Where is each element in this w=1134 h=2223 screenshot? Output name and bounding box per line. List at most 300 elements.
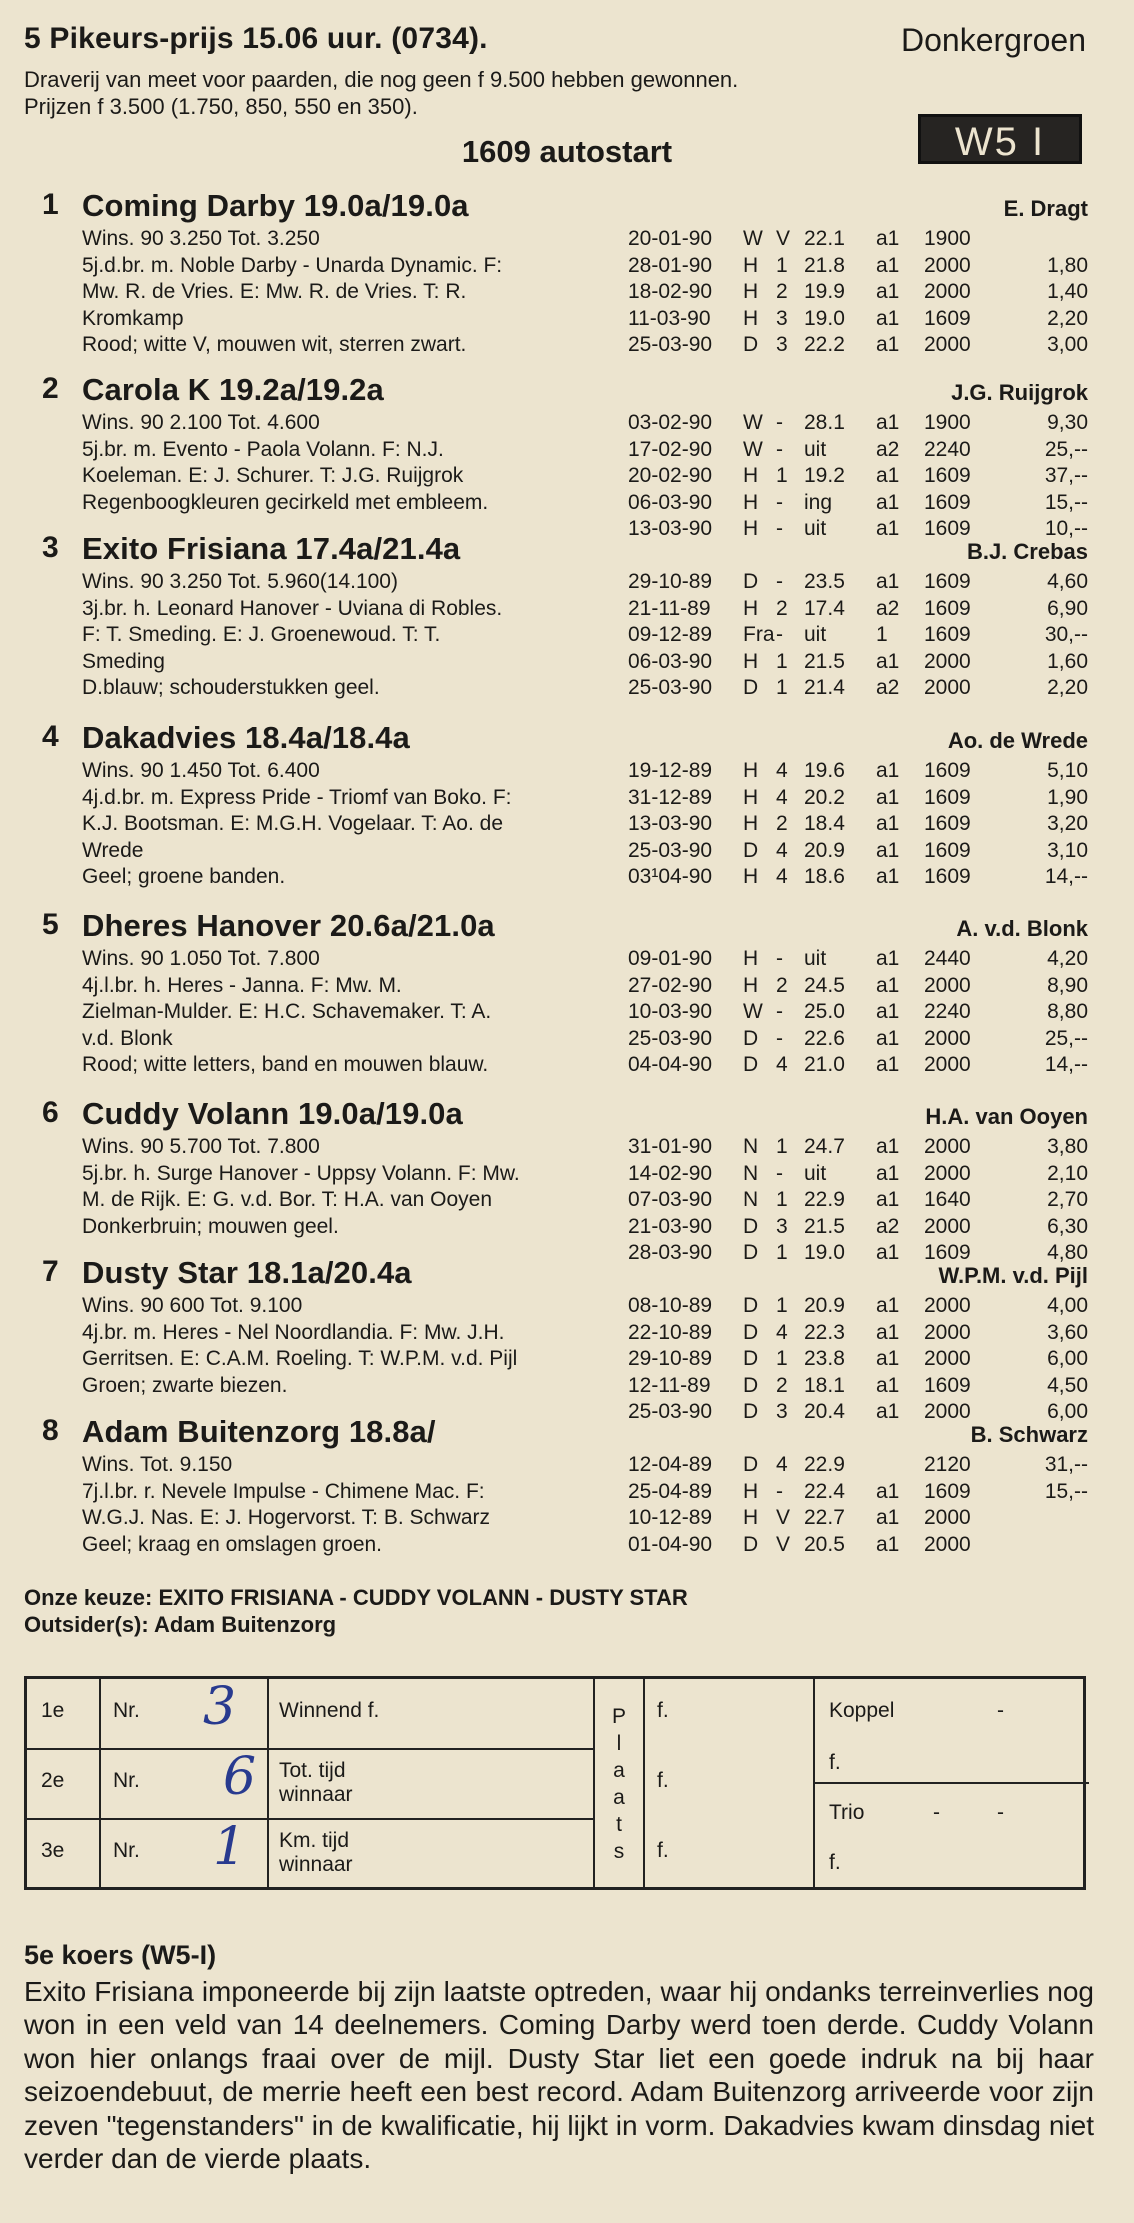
form-start: a1 — [876, 570, 900, 593]
form-distance: 2000 — [924, 1347, 971, 1371]
horse-info-line: Rood; witte V, mouwen wit, sterren zwart. — [82, 333, 467, 357]
form-time: 19.0 — [804, 1241, 845, 1265]
form-position: - — [776, 490, 783, 514]
form-start: a1 — [876, 1347, 900, 1371]
horse-info-line: Wins. 90 1.450 Tot. 6.400 — [82, 759, 320, 782]
form-row — [628, 1026, 1088, 1053]
form-row — [628, 1134, 1088, 1161]
horse-info-line: Mw. R. de Vries. E: Mw. R. de Vries. T: R. — [82, 280, 467, 304]
horse-info-line: Wins. 90 3.250 Tot. 5.960(14.100) — [82, 570, 398, 593]
form-row — [628, 1479, 1088, 1506]
form-odds: 15,-- — [1044, 490, 1088, 514]
form-position: 2 — [776, 280, 788, 304]
form-position: 4 — [776, 759, 788, 782]
form-distance: 2000 — [924, 1135, 971, 1158]
form-date: 04-04-90 — [628, 1053, 713, 1077]
form-date: 27-02-90 — [628, 973, 713, 997]
horse-number: 3 — [42, 531, 59, 564]
horse-info-line: F: T. Smeding. E: J. Groenewoud. T: T. — [82, 623, 441, 647]
form-distance: 1609 — [924, 464, 971, 488]
form-track: D — [743, 570, 759, 593]
form-odds: 37,-- — [1044, 464, 1088, 488]
form-track: D — [743, 1347, 759, 1371]
form-row — [628, 811, 1088, 838]
horse-info-line: D.blauw; schouderstukken geel. — [82, 676, 380, 700]
horse-driver: B. Schwarz — [970, 1422, 1088, 1447]
form-track: H — [743, 596, 759, 620]
form-start: a1 — [876, 1532, 900, 1556]
horse-entry — [32, 906, 1088, 1077]
form-row — [628, 758, 1088, 785]
form-time: 18.1 — [804, 1373, 845, 1397]
nr-label-1: Nr. — [113, 1699, 140, 1722]
form-track: D — [743, 1026, 759, 1050]
form-position: - — [776, 437, 783, 461]
picks-value: EXITO FRISIANA - CUDDY VOLANN - DUSTY STAR — [158, 1585, 688, 1610]
form-time: 22.3 — [804, 1320, 845, 1344]
form-date: 25-03-90 — [628, 676, 713, 700]
form-track: D — [743, 676, 759, 700]
form-table — [628, 1134, 1088, 1267]
form-position: - — [776, 623, 783, 647]
form-start: a1 — [876, 812, 900, 836]
form-track: D — [743, 1373, 759, 1397]
form-distance: 1900 — [924, 411, 971, 434]
horse-driver: A. v.d. Blonk — [956, 916, 1088, 941]
form-distance: 2440 — [924, 947, 971, 970]
horse-info-line: Regenboogkleuren gecirkeld met embleem. — [82, 490, 489, 514]
form-odds: 25,-- — [1044, 437, 1088, 461]
form-odds: 1,90 — [1047, 785, 1088, 809]
form-time: 23.5 — [804, 570, 845, 593]
form-position: - — [776, 1026, 783, 1050]
place-3: 3e — [41, 1839, 65, 1862]
horse-info-line: Wrede — [82, 838, 144, 862]
form-odds: 1,60 — [1047, 649, 1088, 673]
horse-entry — [32, 1253, 1088, 1424]
horse-info — [82, 946, 647, 1079]
form-date: 29-10-89 — [628, 570, 713, 593]
horse-number: 7 — [42, 1255, 59, 1288]
race-header — [24, 14, 1086, 64]
form-distance: 1609 — [924, 1373, 971, 1397]
form-position: 1 — [776, 464, 788, 488]
form-date: 14-02-90 — [628, 1161, 713, 1185]
form-date: 25-03-90 — [628, 1400, 713, 1424]
form-date: 20-02-90 — [628, 464, 713, 488]
horse-info-line: Donkerbruin; mouwen geel. — [82, 1214, 339, 1238]
race-color: Donkergroen — [901, 22, 1086, 58]
form-track: Fra — [743, 623, 775, 647]
form-odds: 6,00 — [1047, 1400, 1088, 1424]
horse-driver: J.G. Ruijgrok — [951, 380, 1088, 405]
form-position: 4 — [776, 1453, 788, 1476]
form-distance: 2240 — [924, 1000, 971, 1024]
form-start: a2 — [876, 437, 900, 461]
form-row — [628, 226, 1088, 253]
form-date: 25-03-90 — [628, 333, 713, 357]
total-time-label: Tot. tijd — [279, 1759, 346, 1782]
form-time: 22.6 — [804, 1026, 845, 1050]
form-track: N — [743, 1161, 759, 1185]
form-row — [628, 569, 1088, 596]
form-position: 2 — [776, 1373, 788, 1397]
form-date: 10-03-90 — [628, 1000, 713, 1024]
form-distance: 1900 — [924, 227, 971, 250]
form-start: a1 — [876, 1373, 900, 1397]
form-row — [628, 1161, 1088, 1188]
horse-header — [32, 529, 1088, 569]
form-start: a1 — [876, 333, 900, 357]
start-distance: 1609 autostart — [461, 134, 673, 169]
horse-info-line: Wins. Tot. 9.150 — [82, 1453, 233, 1476]
handwritten-nr-3: 1 — [213, 1817, 247, 1877]
form-odds: 3,10 — [1047, 838, 1088, 862]
form-position: 3 — [776, 1400, 788, 1424]
form-start: a1 — [876, 411, 900, 434]
form-date: 25-03-90 — [628, 1026, 713, 1050]
horse-info-line: W.G.J. Nas. E: J. Hogervorst. T: B. Schwarz — [82, 1506, 491, 1530]
form-time: 19.2 — [804, 464, 845, 488]
horse-info-line: 5j.d.br. m. Noble Darby - Unarda Dynamic. F: — [82, 253, 503, 277]
form-start: 1 — [876, 623, 888, 647]
form-start: a1 — [876, 865, 900, 889]
form-distance: 1609 — [924, 490, 971, 514]
picks-label: Onze keuze: — [24, 1585, 153, 1610]
review-text: Exito Frisiana imponeerde bij zijn laatste optreden, waar hij ondanks terreinverlies nog won in een veld van 14 deelnemers. Coming Darby werd toen derde. Cuddy Volann won hier onlangs fraai over de mijl. Dusty Star liet een goede indruk na bij haar seizoendebuut, de merrie heeft een best record. Adam Buitenzorg arriveerde voor zijn zeven "tegenstanders" in de kwalificatie, hij lijkt in vorm. Dakadvies kwam dinsdag niet verder dan de vierde plaats. — [24, 1976, 1094, 2175]
form-odds: 6,30 — [1047, 1214, 1088, 1238]
form-position: - — [776, 570, 783, 593]
form-position: V — [776, 1506, 791, 1530]
form-track: N — [743, 1188, 759, 1212]
form-odds: 3,00 — [1047, 333, 1088, 357]
form-row — [628, 410, 1088, 437]
horse-info-line: Gerritsen. E: C.A.M. Roeling. T: W.P.M. v.d. Pijl — [82, 1347, 518, 1371]
horse-info-line: Kromkamp — [82, 306, 184, 330]
form-row — [628, 675, 1088, 702]
plaats-f-2: f. — [657, 1769, 669, 1792]
form-position: 1 — [776, 1294, 788, 1317]
form-track: H — [743, 649, 759, 673]
form-distance: 1609 — [924, 596, 971, 620]
horse-info — [82, 1293, 647, 1399]
form-distance: 2000 — [924, 1532, 971, 1556]
form-date: 17-02-90 — [628, 437, 713, 461]
form-position: V — [776, 227, 791, 250]
horse-number: 4 — [42, 720, 59, 753]
form-date: 19-12-89 — [628, 759, 713, 782]
nr-label-2: Nr. — [113, 1769, 140, 1792]
form-distance: 2000 — [924, 973, 971, 997]
form-table — [628, 758, 1088, 891]
form-odds: 2,70 — [1047, 1188, 1088, 1212]
form-position: 1 — [776, 676, 788, 700]
form-position: 4 — [776, 785, 788, 809]
horse-entry — [32, 529, 1088, 700]
form-date: 06-03-90 — [628, 490, 713, 514]
form-date: 13-03-90 — [628, 517, 713, 541]
form-start: a1 — [876, 227, 900, 250]
form-time: 21.4 — [804, 676, 845, 700]
horse-name: Dusty Star 18.1a/20.4a — [82, 1255, 412, 1290]
form-row — [628, 463, 1088, 490]
form-date: 22-10-89 — [628, 1320, 713, 1344]
form-track: D — [743, 838, 759, 862]
form-time: 20.9 — [804, 838, 845, 862]
km-time-label-2: winnaar — [279, 1853, 353, 1876]
form-position: 1 — [776, 253, 788, 277]
form-odds: 31,-- — [1044, 1453, 1088, 1476]
form-time: 22.1 — [804, 227, 845, 250]
form-row — [628, 649, 1088, 676]
form-start: a1 — [876, 306, 900, 330]
horse-info — [82, 758, 647, 891]
form-time: 17.4 — [804, 596, 845, 620]
form-odds: 6,90 — [1047, 596, 1088, 620]
trio-dash-2: - — [997, 1801, 1004, 1824]
form-odds: 25,-- — [1044, 1026, 1088, 1050]
form-start: a1 — [876, 838, 900, 862]
horse-name: Cuddy Volann 19.0a/19.0a — [82, 1096, 463, 1131]
form-time: 23.8 — [804, 1347, 845, 1371]
form-track: H — [743, 947, 759, 970]
horse-info-line: Groen; zwarte biezen. — [82, 1373, 288, 1397]
form-table — [628, 1452, 1088, 1558]
form-table — [628, 569, 1088, 702]
form-track: D — [743, 1320, 759, 1344]
horse-number: 5 — [42, 908, 59, 941]
form-distance: 1609 — [924, 517, 971, 541]
horse-info-line: 4j.l.br. h. Heres - Janna. F: Mw. M. — [82, 973, 402, 997]
form-position: - — [776, 517, 783, 541]
horse-info-line: Wins. 90 5.700 Tot. 7.800 — [82, 1135, 320, 1158]
form-distance: 1609 — [924, 865, 971, 889]
form-position: - — [776, 1479, 783, 1503]
form-odds: 9,30 — [1047, 411, 1088, 434]
form-start: a1 — [876, 1294, 900, 1317]
form-row — [628, 1187, 1088, 1214]
form-table — [628, 226, 1088, 359]
form-position: 4 — [776, 1320, 788, 1344]
form-row — [628, 1373, 1088, 1400]
horse-info-line: M. de Rijk. E: G. v.d. Bor. T: H.A. van Ooyen — [82, 1188, 493, 1212]
form-date: 10-12-89 — [628, 1506, 713, 1530]
form-date: 25-03-90 — [628, 838, 713, 862]
form-row — [628, 1346, 1088, 1373]
race-conditions — [24, 66, 1024, 120]
form-position: 1 — [776, 1241, 788, 1265]
km-time-label: Km. tijd — [279, 1829, 350, 1852]
form-row — [628, 946, 1088, 973]
form-distance: 2000 — [924, 1053, 971, 1077]
form-distance: 1609 — [924, 1241, 971, 1265]
form-row — [628, 1452, 1088, 1479]
form-distance: 1609 — [924, 759, 971, 782]
horse-info-line: 5j.br. m. Evento - Paola Volann. F: N.J. — [82, 437, 444, 461]
form-start: a1 — [876, 947, 900, 970]
form-date: 25-04-89 — [628, 1479, 713, 1503]
trio-f: f. — [829, 1851, 841, 1874]
form-start: a1 — [876, 973, 900, 997]
form-track: H — [743, 865, 759, 889]
horse-info — [82, 569, 647, 702]
form-row — [628, 253, 1088, 280]
form-odds: 4,00 — [1047, 1294, 1088, 1317]
form-row — [628, 1505, 1088, 1532]
form-track: D — [743, 1241, 759, 1265]
form-odds: 3,80 — [1047, 1135, 1088, 1158]
horse-header — [32, 1253, 1088, 1293]
horse-info-line: Wins. 90 2.100 Tot. 4.600 — [82, 411, 320, 434]
form-row — [628, 838, 1088, 865]
horse-info-line: v.d. Blonk — [82, 1026, 173, 1050]
form-odds: 1,80 — [1047, 253, 1088, 277]
form-distance: 2000 — [924, 1400, 971, 1424]
form-time: 24.5 — [804, 973, 845, 997]
form-date: 09-01-90 — [628, 947, 713, 970]
plaats-f-1: f. — [657, 1699, 669, 1722]
form-position: 4 — [776, 1053, 788, 1077]
form-position: - — [776, 1000, 783, 1024]
form-distance: 1640 — [924, 1188, 971, 1212]
form-distance: 1609 — [924, 306, 971, 330]
form-track: N — [743, 1135, 759, 1158]
form-time: 22.2 — [804, 333, 845, 357]
form-distance: 1609 — [924, 623, 971, 647]
horse-info-line: Koeleman. E: J. Schurer. T: J.G. Ruijgrok — [82, 464, 464, 488]
plaats-label: P l a a t s — [611, 1705, 626, 1863]
trio-label: Trio — [829, 1801, 865, 1824]
form-time: 18.6 — [804, 865, 845, 889]
horse-header — [32, 718, 1088, 758]
form-track: H — [743, 253, 759, 277]
form-row — [628, 785, 1088, 812]
our-picks — [24, 1584, 688, 1638]
horse-name: Carola K 19.2a/19.2a — [82, 372, 384, 407]
form-track: H — [743, 490, 759, 514]
form-time: uit — [804, 947, 827, 970]
form-time: 19.6 — [804, 759, 845, 782]
form-odds: 5,10 — [1047, 759, 1088, 782]
form-time: 19.9 — [804, 280, 845, 304]
form-track: D — [743, 333, 759, 357]
form-position: 1 — [776, 1188, 788, 1212]
form-row — [628, 490, 1088, 517]
form-track: H — [743, 306, 759, 330]
horse-name: Dakadvies 18.4a/18.4a — [82, 720, 410, 755]
form-distance: 1609 — [924, 785, 971, 809]
form-position: 1 — [776, 649, 788, 673]
form-distance: 2120 — [924, 1453, 971, 1476]
form-date: 13-03-90 — [628, 812, 713, 836]
place-1: 1e — [41, 1699, 65, 1722]
form-odds: 2,20 — [1047, 306, 1088, 330]
form-track: H — [743, 785, 759, 809]
horse-name: Coming Darby 19.0a/19.0a — [82, 188, 469, 223]
form-track: H — [743, 759, 759, 782]
form-distance: 2000 — [924, 1294, 971, 1317]
handwritten-nr-2: 6 — [223, 1747, 257, 1807]
horse-info-line: 7j.l.br. r. Nevele Impulse - Chimene Mac. F: — [82, 1479, 485, 1503]
form-position: 1 — [776, 1135, 788, 1158]
form-start: a1 — [876, 1320, 900, 1344]
form-position: - — [776, 1161, 783, 1185]
form-start: a1 — [876, 517, 900, 541]
horse-entry — [32, 186, 1088, 357]
form-start: a2 — [876, 1214, 900, 1238]
form-track: H — [743, 280, 759, 304]
bet-type-badge: W5 I — [918, 114, 1082, 164]
form-date: 21-03-90 — [628, 1214, 713, 1238]
horse-number: 8 — [42, 1414, 59, 1447]
form-track: H — [743, 812, 759, 836]
form-track: W — [743, 1000, 763, 1024]
form-track: D — [743, 1532, 759, 1556]
koppel-dash: - — [997, 1699, 1004, 1722]
form-distance: 2000 — [924, 333, 971, 357]
form-time: 25.0 — [804, 1000, 845, 1024]
form-row — [628, 596, 1088, 623]
form-position: 3 — [776, 333, 788, 357]
horse-info-line: 5j.br. h. Surge Hanover - Uppsy Volann. F: Mw. — [82, 1161, 520, 1185]
horse-info-line: K.J. Bootsman. E: M.G.H. Vogelaar. T: Ao. de — [82, 812, 503, 836]
form-track: W — [743, 227, 763, 250]
outsider-value: Adam Buitenzorg — [153, 1612, 337, 1637]
form-time: uit — [804, 517, 827, 541]
form-time: 20.4 — [804, 1400, 845, 1424]
form-time: 19.0 — [804, 306, 845, 330]
horse-info — [82, 226, 647, 359]
horse-info — [82, 1452, 647, 1558]
horse-info-line: Smeding — [82, 649, 165, 673]
form-track: W — [743, 437, 763, 461]
form-time: 22.4 — [804, 1479, 845, 1503]
form-distance: 1609 — [924, 1479, 971, 1503]
form-date: 31-12-89 — [628, 785, 713, 809]
koppel-f: f. — [829, 1751, 841, 1774]
form-odds: 8,90 — [1047, 973, 1088, 997]
horse-name: Dheres Hanover 20.6a/21.0a — [82, 908, 495, 943]
form-row — [628, 279, 1088, 306]
form-start: a2 — [876, 596, 900, 620]
form-time: 21.0 — [804, 1053, 845, 1077]
horse-info — [82, 410, 647, 516]
form-row — [628, 864, 1088, 891]
place-2: 2e — [41, 1769, 65, 1792]
form-odds: 2,20 — [1047, 676, 1088, 700]
form-odds: 4,20 — [1047, 947, 1088, 970]
form-distance: 2000 — [924, 1214, 971, 1238]
form-track: D — [743, 1294, 759, 1317]
form-start: a1 — [876, 1188, 900, 1212]
form-track: H — [743, 1479, 759, 1503]
horse-driver: Ao. de Wrede — [947, 728, 1088, 753]
form-distance: 2000 — [924, 1320, 971, 1344]
form-position: V — [776, 1532, 791, 1556]
form-distance: 2000 — [924, 253, 971, 277]
form-time: 20.5 — [804, 1532, 845, 1556]
form-start: a1 — [876, 1053, 900, 1077]
form-position: 4 — [776, 865, 788, 889]
horse-info-line: Geel; kraag en omslagen groen. — [82, 1532, 383, 1556]
horse-info-line: Geel; groene banden. — [82, 865, 286, 889]
form-time: 28.1 — [804, 411, 845, 434]
form-time: 20.2 — [804, 785, 845, 809]
form-start: a1 — [876, 464, 900, 488]
form-start: a1 — [876, 649, 900, 673]
form-row — [628, 332, 1088, 359]
form-date: 31-01-90 — [628, 1135, 713, 1158]
